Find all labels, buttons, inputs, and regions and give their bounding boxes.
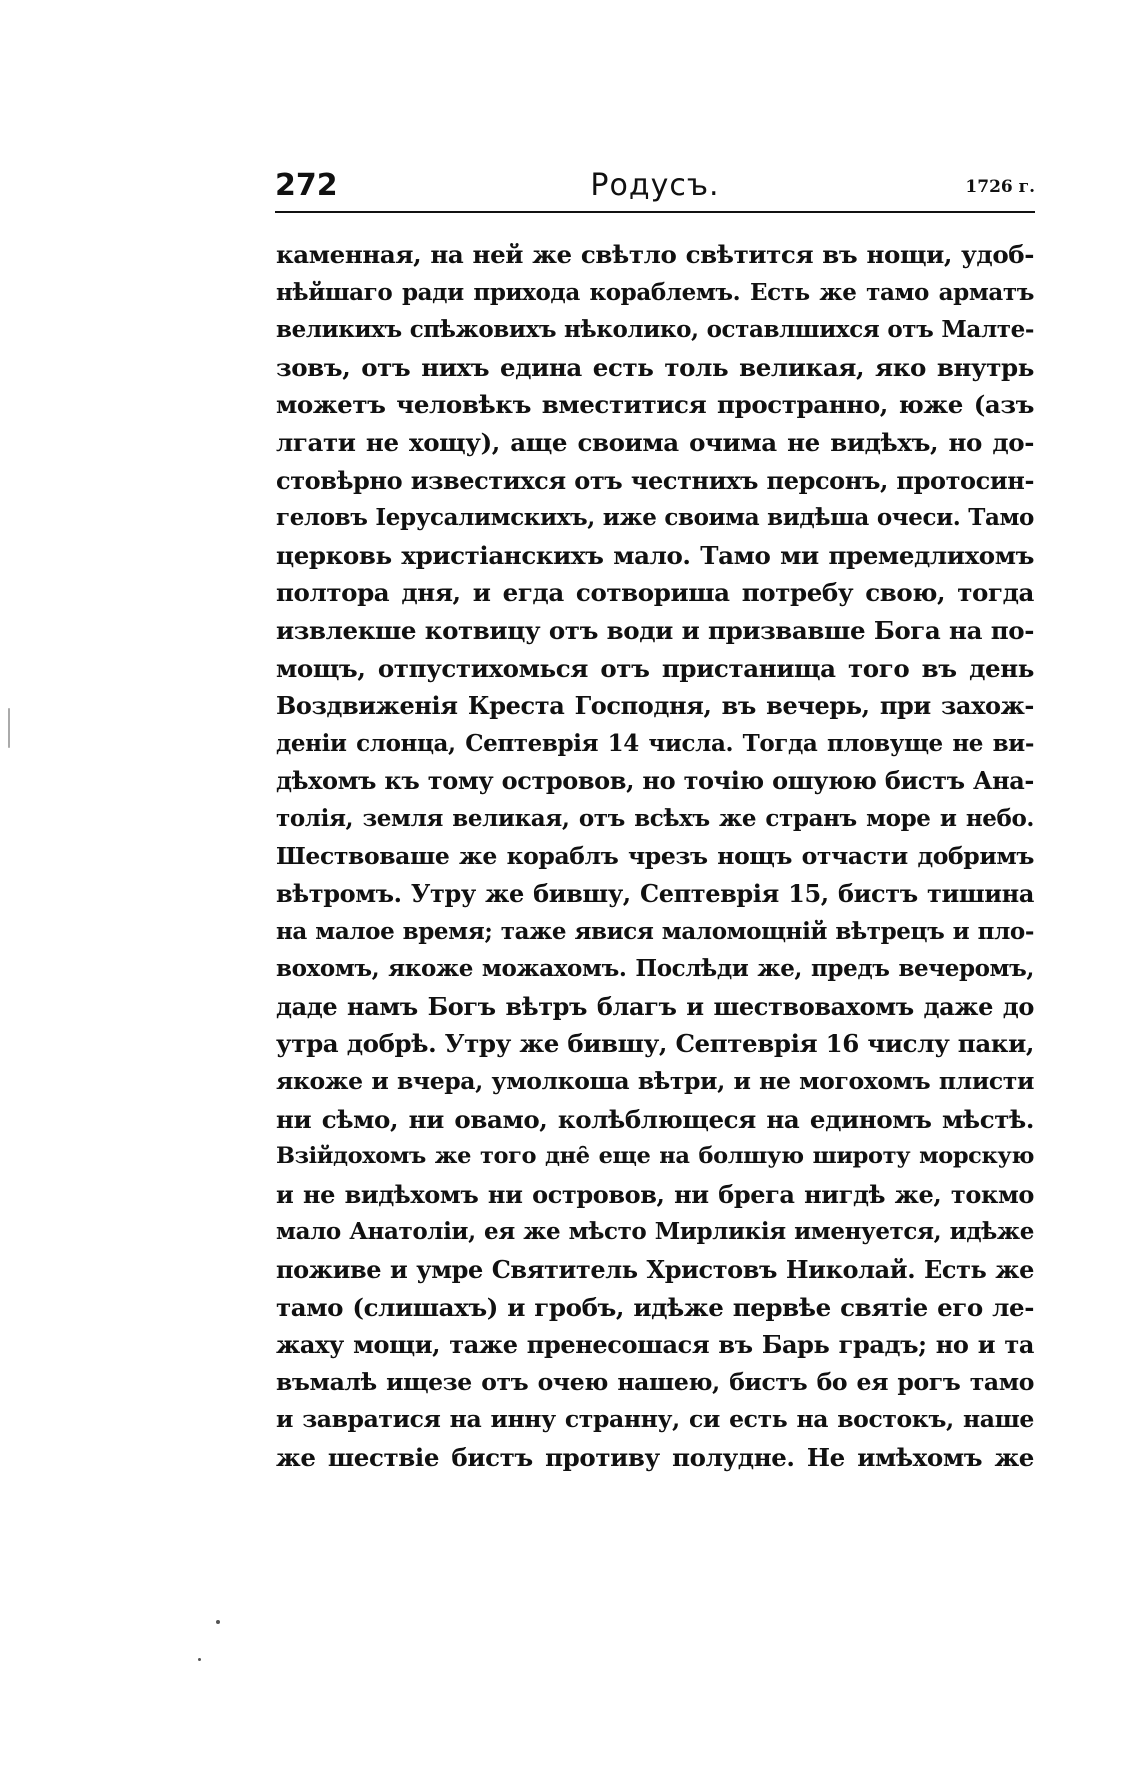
text-line: Шествоваше же кораблъ чрезъ нощъ отчасти добримъ [276, 841, 1034, 870]
text-line: и не видѣхомъ ни островов, ни брега нигдѣ же, токмо [276, 1179, 1034, 1209]
scan-speck [216, 1620, 220, 1624]
text-line: мало Анатоліи, ея же мѣсто Мирликія именуется, идѣже [276, 1218, 1034, 1246]
text-line: лгати не хощу), аще своима очима не видѣхъ, но до- [276, 427, 1034, 457]
text-line: же шествіе бистъ противу полудне. Не имѣхомъ же [276, 1443, 1034, 1472]
text-line: вѣтромъ. Утру же бившу, Септеврія 15, бистъ тишина [276, 879, 1034, 909]
text-line: дѣхомъ къ тому островов, но точію ошуюю бистъ Ана- [276, 766, 1034, 796]
text-line: деніи слонца, Септеврія 14 числа. Тогда пловуще не ви- [276, 729, 1034, 757]
text-line: ни сѣмо, ни овамо, колѣблющеся на единомъ мѣстѣ. [276, 1104, 1034, 1134]
text-line: мощъ, отпустихомься отъ пристанища того въ день [276, 653, 1034, 683]
text-line: даде намъ Богъ вѣтръ благъ и шествовахомъ даже до [276, 991, 1034, 1021]
text-line: Взійдохомъ же того дне̑ еще на болшую широту морскую [276, 1143, 1034, 1170]
text-line: геловъ Іерусалимскихъ, иже своима видѣша очеси. Тамо [276, 504, 1034, 532]
text-line: стовѣрно известихся отъ честнихъ персонъ, протосин- [276, 465, 1034, 495]
text-line: на малое время; таже явися маломощній вѣтрецъ и пло- [276, 917, 1034, 945]
text-line: поживе и умре Святитель Христовъ Николай. Есть же [276, 1255, 1034, 1285]
text-line: утра добрѣ. Утру же бившу, Септеврія 16 числу паки, [276, 1029, 1034, 1059]
running-title: Родусъ. [590, 168, 720, 203]
text-line: великихъ спѣжовихъ нѣколико, оставлшихся отъ Малте- [276, 316, 1034, 344]
scan-edge-mark [8, 708, 10, 748]
scan-speck [198, 1658, 201, 1661]
body-text [276, 236, 1034, 1477]
text-line: церковь христіанскихъ мало. Тамо ми премедлихомъ [276, 540, 1034, 570]
page-header [275, 168, 1035, 212]
text-line: извлекше котвицу отъ води и призвавше Бога на по- [276, 615, 1034, 645]
text-line: толія, земля великая, отъ всѣхъ же странъ море и небо. [276, 804, 1034, 832]
text-line: нѣйшаго ради прихода кораблемъ. Есть же тамо арматъ [276, 278, 1034, 306]
year-label: 1726 г. [965, 177, 1035, 197]
header-rule [275, 211, 1035, 213]
text-line: можетъ человѣкъ вместитися пространно, юже (азъ [276, 390, 1034, 420]
page-number: 272 [275, 168, 338, 203]
text-line: тамо (слишахъ) и гробъ, идѣже первѣе святіе его ле- [276, 1292, 1034, 1322]
text-line: якоже и вчера, умолкоша вѣтри, и не могохомъ плисти [276, 1067, 1034, 1096]
text-line: каменная, на ней же свѣтло свѣтится въ нощи, удоб- [276, 240, 1034, 269]
text-line: вохомъ, якоже можахомъ. Послѣди же, предъ вечеромъ, [276, 955, 1034, 983]
text-line: въмалѣ ищезе отъ очею нашею, бистъ бо ея рогъ тамо [276, 1367, 1034, 1396]
text-line: Воздвиженія Креста Господня, въ вечерь, при захож- [276, 691, 1034, 721]
text-line: жаху мощи, таже пренесошася въ Барь градъ; но и та [276, 1330, 1034, 1360]
text-line: полтора дня, и егда сотвориша потребу свою, тогда [276, 578, 1034, 608]
text-line: и завратися на инну странну, си есть на востокъ, наше [276, 1405, 1034, 1434]
text-line: зовъ, отъ нихъ едина есть толь великая, яко внутрь [276, 352, 1034, 382]
